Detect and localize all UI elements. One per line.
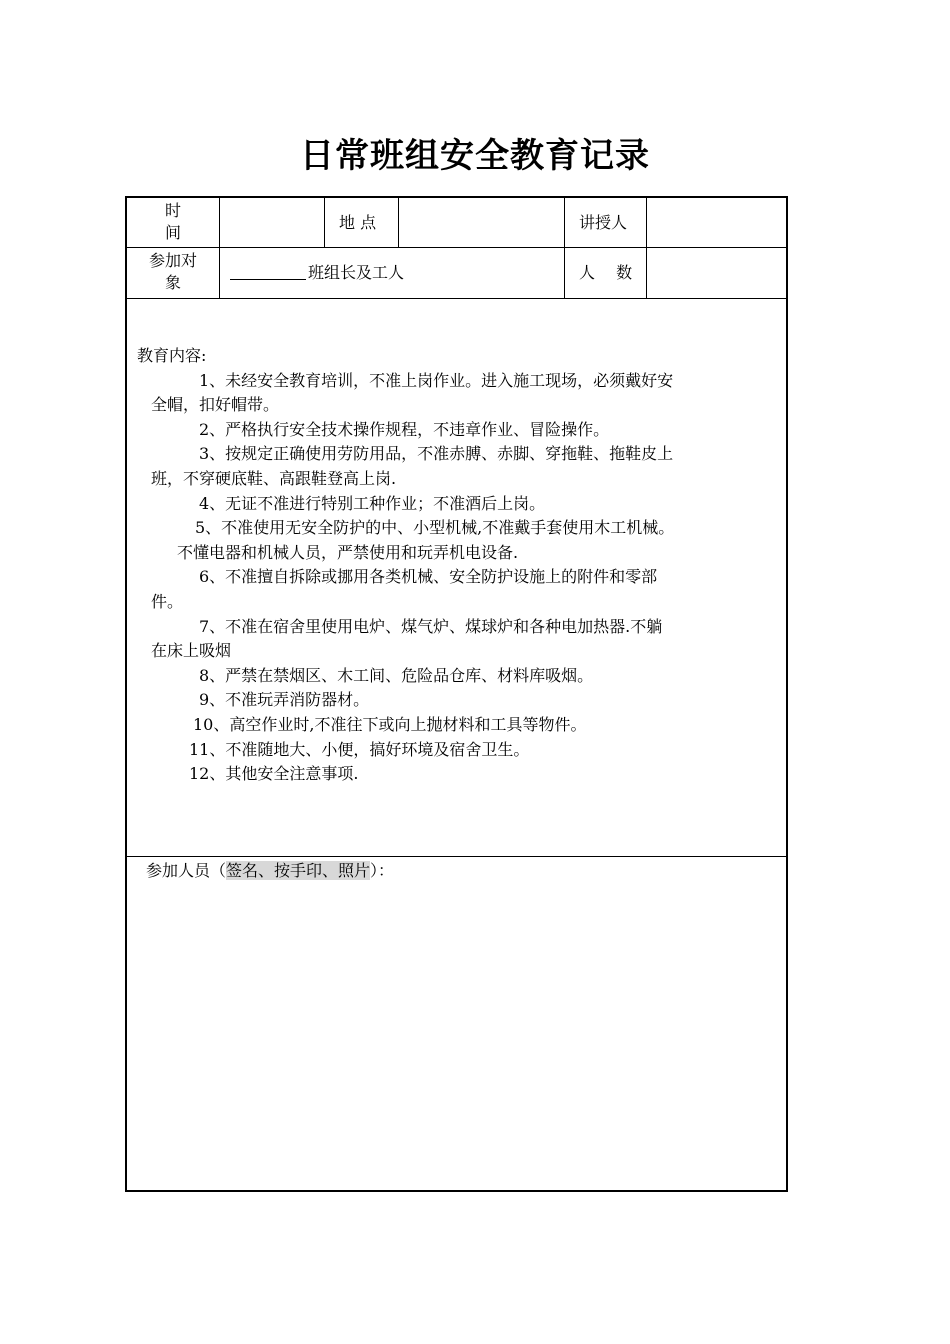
time-field[interactable]	[221, 206, 323, 240]
col-divider-4	[564, 198, 565, 298]
content-line: 10、高空作业时,不准往下或向上抛材料和工具等物件。	[193, 714, 587, 734]
education-content	[137, 344, 777, 787]
content-line: 在床上吸烟	[151, 641, 232, 661]
row-divider-2	[127, 298, 788, 299]
content-line: 1、未经安全教育培训，不准上岗作业。进入施工现场，必须戴好安	[199, 370, 674, 390]
content-line: 2、严格执行安全技术操作规程，不违章作业、冒险操作。	[199, 419, 610, 439]
count-label: 人 数	[579, 263, 633, 282]
signature-hint-highlight: 签名、按手印、照片	[226, 861, 371, 880]
row-divider-3	[127, 856, 788, 857]
col-divider-3	[398, 198, 399, 248]
content-line: 不懂电器和机械人员，严禁使用和玩弄机电设备.	[177, 542, 519, 562]
place-label: 地 点	[339, 213, 377, 232]
content-line: 7、不准在宿舍里使用电炉、煤气炉、煤球炉和各种电加热器.不躺	[199, 616, 663, 636]
content-line: 班，不穿硬底鞋、高跟鞋登高上岗.	[151, 468, 397, 488]
content-line: 5、不准使用无安全防护的中、小型机械,不准戴手套使用木工机械。	[195, 518, 675, 538]
participants-field[interactable]	[230, 262, 404, 284]
content-line: 件。	[151, 591, 184, 611]
place-field[interactable]	[400, 206, 562, 240]
content-line: 11、不准随地大、小便，搞好环境及宿舍卫生。	[189, 739, 530, 759]
row-divider-1	[127, 247, 788, 248]
content-line: 8、严禁在禁烟区、木工间、危险品仓库、材料库吸烟。	[199, 665, 594, 685]
col-divider-2	[324, 198, 325, 248]
content-line: 9、不准玩弄消防器材。	[199, 690, 370, 710]
content-line: 6、不准擅自拆除或挪用各类机械、安全防护设施上的附件和零部	[199, 567, 658, 587]
page-title: 日常班组安全教育记录	[300, 136, 650, 176]
lecturer-label: 讲授人	[579, 213, 628, 232]
content-heading: 教育内容:	[137, 346, 207, 365]
content-line: 12、其他安全注意事项.	[189, 764, 359, 784]
record-table	[125, 196, 788, 1192]
col-divider-1	[219, 198, 220, 298]
content-line: 3、按规定正确使用劳防用品，不准赤膊、赤脚、穿拖鞋、拖鞋皮上	[199, 444, 674, 464]
participants-value: 班组长及工人	[308, 263, 405, 282]
col-divider-5	[646, 198, 647, 298]
participants-label: 参加对 象	[148, 251, 197, 292]
signature-area[interactable]	[131, 884, 784, 1184]
signature-label: 参加人员（签名、按手印、照片）：	[146, 861, 395, 880]
team-blank[interactable]	[230, 263, 306, 280]
time-label: 时 间	[164, 201, 181, 242]
lecturer-field[interactable]	[648, 206, 786, 240]
count-field[interactable]	[648, 256, 786, 290]
content-line: 4、无证不准进行特别工种作业；不准酒后上岗。	[199, 493, 546, 513]
content-line: 全帽，扣好帽带。	[151, 395, 280, 415]
